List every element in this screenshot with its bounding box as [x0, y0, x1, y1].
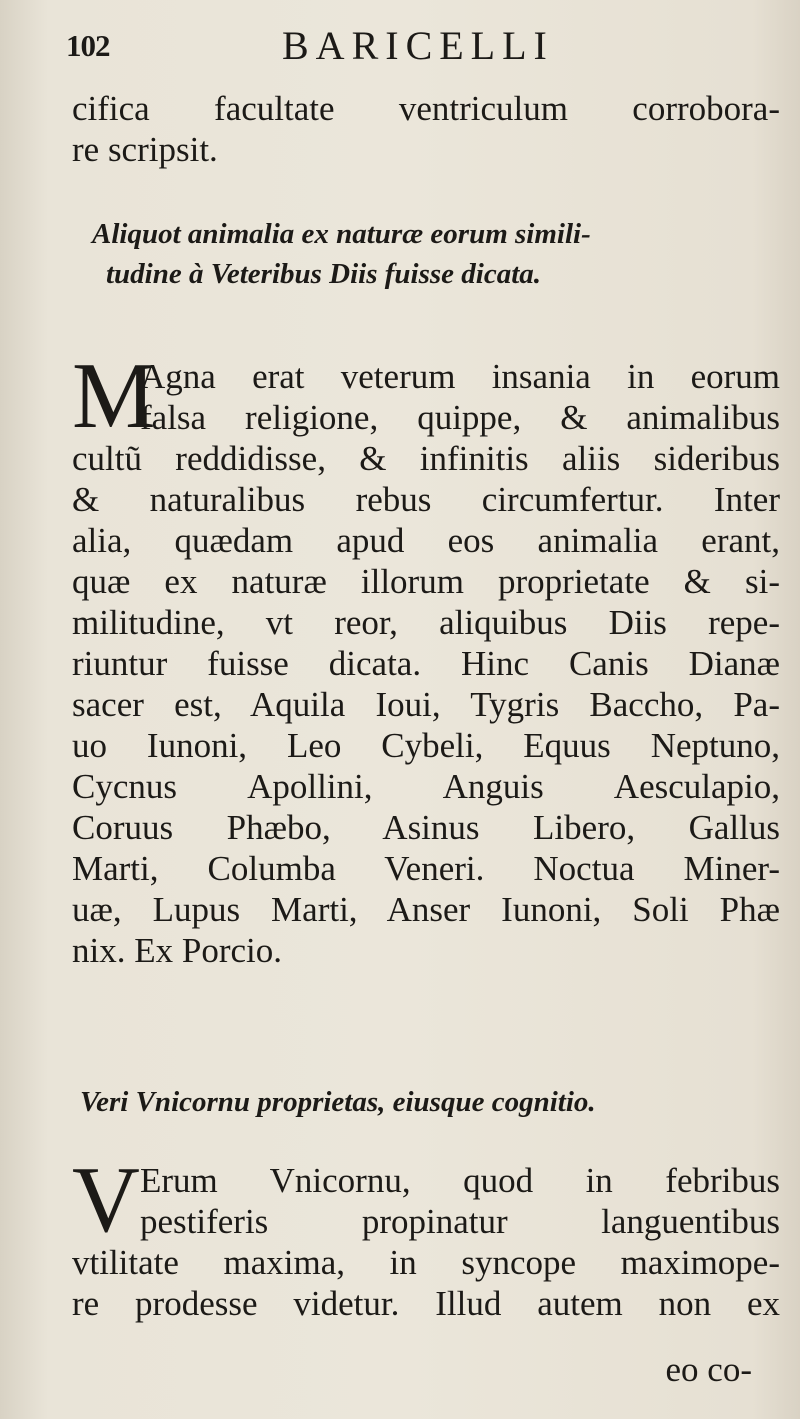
heading-line: Veri Vnicornu proprietas, eiusque cognitio.: [80, 1086, 596, 1118]
text-line: uæ, Lupus Marti, Anser Iunoni, Soli Phæ: [72, 890, 780, 929]
text-line: Agna erat veterum insania in eorum: [140, 357, 780, 396]
page-header: [66, 22, 766, 72]
text-line: sacer est, Aquila Ioui, Tygris Baccho, Pa-: [72, 685, 780, 724]
text-line: cifica facultate ventriculum corrobora-: [72, 89, 780, 128]
text-line: nix. Ex Porcio.: [72, 931, 282, 970]
page-number: 102: [66, 28, 110, 63]
text-line: pestiferis propinatur languentibus: [140, 1202, 780, 1241]
text-line: & naturalibus rebus circumfertur. Inter: [72, 480, 780, 519]
text-line: Coruus Phæbo, Asinus Libero, Gallus: [72, 808, 780, 847]
section-heading-animals: [92, 214, 772, 294]
drop-cap: V: [72, 1148, 140, 1252]
text-line: Marti, Columba Veneri. Noctua Miner-: [72, 849, 780, 888]
text-line: militudine, vt reor, aliquibus Diis repe-: [72, 603, 780, 642]
text-line: vtilitate maxima, in syncope maximope-: [72, 1243, 780, 1282]
text-line: riuntur fuisse dicata. Hinc Canis Dianæ: [72, 644, 780, 683]
heading-line: Aliquot animalia ex naturæ eorum simili-: [92, 218, 591, 250]
catchword: eo co-: [665, 1350, 752, 1389]
drop-cap: M: [72, 344, 156, 448]
text-line: falsa religione, quippe, & animalibus: [140, 398, 780, 437]
text-line: uo Iunoni, Leo Cybeli, Equus Neptuno,: [72, 726, 780, 765]
paragraph-animals: [72, 344, 780, 971]
text-line: quæ ex naturæ illorum proprietate & si-: [72, 562, 780, 601]
paragraph-unicorn: [72, 1148, 780, 1324]
intro-paragraph: [72, 88, 780, 170]
text-line: re scripsit.: [72, 130, 218, 169]
text-line: Cycnus Apollini, Anguis Aesculapio,: [72, 767, 780, 806]
text-line: alia, quædam apud eos animalia erant,: [72, 521, 780, 560]
section-heading-unicorn: [80, 1082, 760, 1122]
running-head: BARICELLI: [282, 23, 554, 68]
heading-line: tudine à Veteribus Diis fuisse dicata.: [106, 258, 542, 290]
text-line: Erum Vnicornu, quod in febribus: [140, 1161, 780, 1200]
text-line: cultũ reddidisse, & infinitis aliis sideribus: [72, 439, 780, 478]
text-line: re prodesse videtur. Illud autem non ex: [72, 1284, 780, 1323]
